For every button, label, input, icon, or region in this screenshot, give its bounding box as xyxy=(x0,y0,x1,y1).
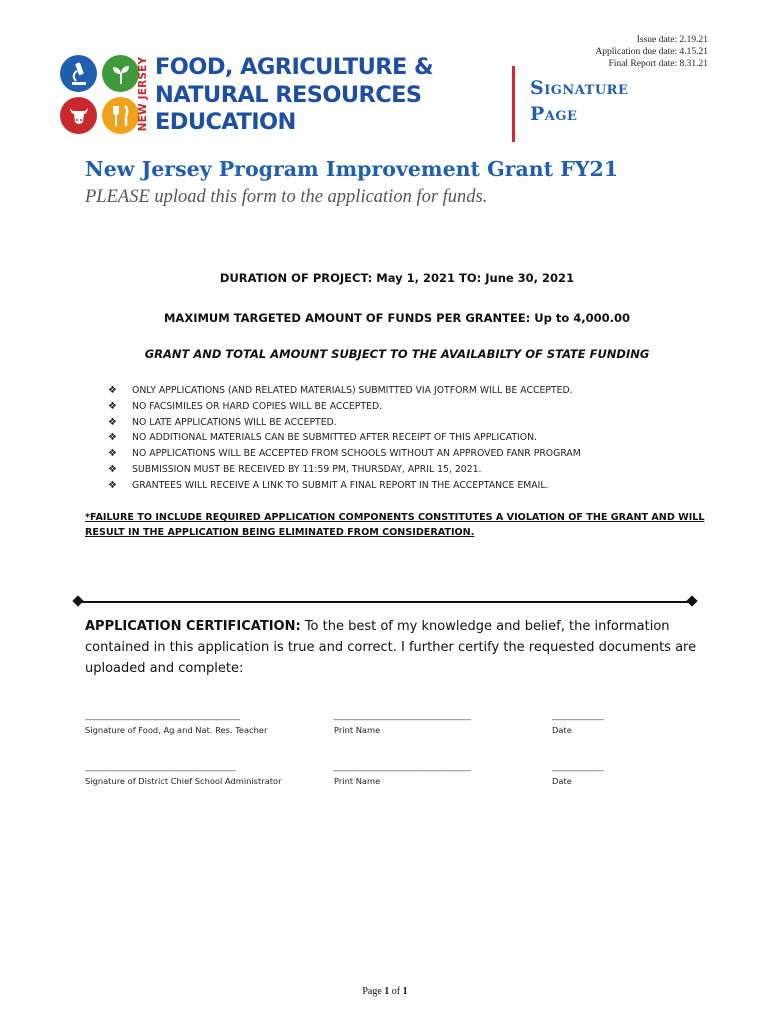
list-item: ❖ ONLY APPLICATIONS (AND RELATED MATERIALS) SUBMITTED VIA JOTFORM WILL BE ACCEPTED. xyxy=(108,383,581,399)
cow-icon xyxy=(60,97,97,134)
teacher-print-name-line[interactable]: ________________________________ xyxy=(333,711,471,721)
final-report-date: Final Report date: 8.31.21 xyxy=(608,59,708,69)
max-funds: MAXIMUM TARGETED AMOUNT OF FUNDS PER GRANTEE: Up to 4,000.00 xyxy=(163,311,631,325)
list-item: ❖ NO APPLICATIONS WILL BE ACCEPTED FROM SCHOOLS WITHOUT AN APPROVED FANR PROGRAM xyxy=(108,446,581,462)
diamond-bullet-icon: ❖ xyxy=(108,385,117,396)
application-certification xyxy=(85,616,707,679)
certification-heading: APPLICATION CERTIFICATION: xyxy=(85,619,301,634)
rules-list xyxy=(108,383,581,494)
logo-icons xyxy=(60,52,140,138)
administrator-print-name-line[interactable]: ________________________________ xyxy=(333,762,471,772)
signature-page-heading xyxy=(530,75,628,127)
section-divider xyxy=(78,601,692,603)
list-item: ❖ NO ADDITIONAL MATERIALS CAN BE SUBMITTED AFTER RECEIPT OF THIS APPLICATION. xyxy=(108,430,581,446)
administrator-signature-label: Signature of District Chief School Administrator xyxy=(85,776,282,786)
list-item: ❖ NO LATE APPLICATIONS WILL BE ACCEPTED. xyxy=(108,415,581,431)
administrator-date-label: Date xyxy=(552,776,572,786)
logo-new-jersey-vertical: NEW JERSEY xyxy=(137,56,149,132)
divider-diamond-left xyxy=(72,595,83,606)
page-subtitle: PLEASE upload this form to the application for funds. xyxy=(85,187,488,207)
teacher-signature-label: Signature of Food, Ag and Nat. Res. Teacher xyxy=(85,725,268,735)
issue-date: Issue date: 2.19.21 xyxy=(636,35,708,45)
diamond-bullet-icon: ❖ xyxy=(108,479,117,491)
administrator-date-line[interactable]: ____________ xyxy=(552,762,604,772)
page-number: Page 1 of 1 xyxy=(362,986,408,997)
funding-availability: GRANT AND TOTAL AMOUNT SUBJECT TO THE AVAILABILTY OF STATE FUNDING xyxy=(144,347,650,361)
diamond-bullet-icon: ❖ xyxy=(108,400,117,412)
certification-text: To the best of my knowledge and belief, the information contained in this application is true and correct. I further certify the requested documents are uploaded and complete: xyxy=(85,619,697,676)
page-title: New Jersey Program Improvement Grant FY21 xyxy=(85,157,618,181)
logo-wordmark xyxy=(155,54,433,137)
administrator-print-name-label: Print Name xyxy=(334,776,381,786)
signature-page-line-2: Page xyxy=(530,103,578,125)
divider-diamond-right xyxy=(686,595,697,606)
teacher-date-line[interactable]: ____________ xyxy=(552,711,604,721)
project-duration: DURATION OF PROJECT: May 1, 2021 TO: June 30, 2021 xyxy=(219,271,575,285)
signature-page-line-1: Signature xyxy=(530,77,629,99)
header-divider xyxy=(512,66,515,142)
list-item: ❖ SUBMISSION MUST BE RECEIVED BY 11:59 PM, THURSDAY, APRIL 15, 2021. xyxy=(108,462,581,478)
fanr-logo xyxy=(60,52,434,138)
list-item: ❖ NO FACSIMILES OR HARD COPIES WILL BE ACCEPTED. xyxy=(108,399,581,415)
logo-line-2: NATURAL RESOURCES xyxy=(155,81,422,108)
header-dates xyxy=(595,34,708,70)
microscope-icon xyxy=(60,55,97,92)
diamond-bullet-icon: ❖ xyxy=(108,416,117,428)
logo-line-1: FOOD, AGRICULTURE & xyxy=(155,54,434,80)
utensils-icon xyxy=(102,97,139,134)
sprout-icon xyxy=(102,55,139,92)
failure-warning: *FAILURE TO INCLUDE REQUIRED APPLICATION COMPONENTS CONSTITUTES A VIOLATION OF THE GRANT AND WILL RESULT IN THE APPLICATION BEING ELIMINATED FROM CONSIDERATION. xyxy=(85,512,705,538)
teacher-signature-line[interactable]: ____________________________________ xyxy=(85,711,240,721)
application-due-date: Application due date: 4.15.21 xyxy=(595,47,708,57)
logo-line-3: EDUCATION xyxy=(155,109,296,135)
diamond-bullet-icon: ❖ xyxy=(108,463,117,475)
administrator-signature-line[interactable]: ___________________________________ xyxy=(85,762,236,772)
diamond-bullet-icon: ❖ xyxy=(108,432,117,444)
teacher-date-label: Date xyxy=(552,725,572,735)
diamond-bullet-icon: ❖ xyxy=(108,448,117,460)
list-item: ❖ GRANTEES WILL RECEIVE A LINK TO SUBMIT A FINAL REPORT IN THE ACCEPTANCE EMAIL. xyxy=(108,478,581,494)
teacher-print-name-label: Print Name xyxy=(334,725,381,735)
